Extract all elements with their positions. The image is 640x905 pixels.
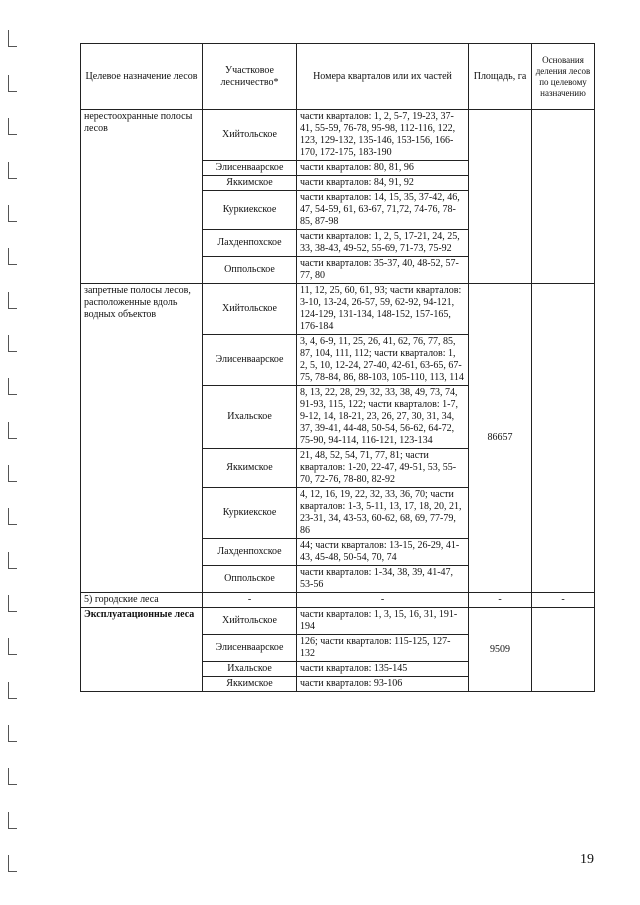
- quarters-cell: части кварталов: 1-34, 38, 39, 41-47, 53-56: [297, 566, 469, 593]
- forestry-cell: Яккимское: [203, 176, 297, 191]
- quarters-cell: 44; части кварталов: 13-15, 26-29, 41-43, 45-48, 50-54, 70, 74: [297, 539, 469, 566]
- binder-mark: [8, 812, 17, 829]
- binder-mark: [8, 465, 17, 482]
- quarters-cell: -: [297, 593, 469, 608]
- area-cell: 86657: [469, 284, 532, 593]
- quarters-cell: части кварталов: 14, 15, 35, 37-42, 46, 47, 54-59, 61, 63-67, 71,72, 74-76, 78-85, 87-98: [297, 191, 469, 230]
- binder-mark: [8, 205, 17, 222]
- quarters-cell: части кварталов: 35-37, 40, 48-52, 57-77, 80: [297, 257, 469, 284]
- quarters-cell: 4, 12, 16, 19, 22, 32, 33, 36, 70; части кварталов: 1-3, 5-11, 13, 17, 18, 20, 21, 23-31, 34, 43-53, 60-62, 68, 69, 77-79, 86: [297, 488, 469, 539]
- forestry-cell: Элисенваарское: [203, 635, 297, 662]
- quarters-cell: 21, 48, 52, 54, 71, 77, 81; части кварталов: 1-20, 22-47, 49-51, 53, 55-70, 72-76, 78-80, 82-92: [297, 449, 469, 488]
- binder-mark: [8, 855, 17, 872]
- forestry-cell: Яккимское: [203, 449, 297, 488]
- forestry-cell: Лахденпохское: [203, 230, 297, 257]
- binder-mark: [8, 162, 17, 179]
- area-cell: -: [469, 593, 532, 608]
- forestry-cell: Яккимское: [203, 677, 297, 692]
- forestry-cell: Хийтольское: [203, 110, 297, 161]
- basis-cell: [532, 608, 595, 692]
- forest-purpose-table: [80, 43, 595, 692]
- binder-mark: [8, 118, 17, 135]
- quarters-cell: части кварталов: 1, 2, 5, 17-21, 24, 25, 33, 38-43, 49-52, 55-69, 71-73, 75-92: [297, 230, 469, 257]
- forestry-cell: Лахденпохское: [203, 539, 297, 566]
- purpose-cell: Эксплуатационные леса: [81, 608, 203, 692]
- purpose-cell: нерестоохранные полосы лесов: [81, 110, 203, 284]
- forestry-cell: Хийтольское: [203, 284, 297, 335]
- forestry-cell: Элисенваарское: [203, 161, 297, 176]
- forestry-cell: Ихальское: [203, 386, 297, 449]
- binder-mark: [8, 595, 17, 612]
- quarters-cell: части кварталов: 1, 2, 5-7, 19-23, 37-41, 55-59, 76-78, 95-98, 112-116, 122, 123, 129-132, 135-146, 153-156, 166-170, 172-175, 183-190: [297, 110, 469, 161]
- binder-mark: [8, 292, 17, 309]
- quarters-cell: части кварталов: 135-145: [297, 662, 469, 677]
- quarters-cell: части кварталов: 93-106: [297, 677, 469, 692]
- binder-mark: [8, 248, 17, 265]
- binder-mark: [8, 768, 17, 785]
- page-number: 19: [580, 852, 594, 867]
- binder-mark: [8, 552, 17, 569]
- forestry-cell: Оппольское: [203, 566, 297, 593]
- forestry-cell: Элисенваарское: [203, 335, 297, 386]
- binder-mark: [8, 30, 17, 47]
- area-cell: 9509: [469, 608, 532, 692]
- binder-mark: [8, 378, 17, 395]
- purpose-cell: запретные полосы лесов, расположенные вдоль водных объектов: [81, 284, 203, 593]
- forestry-cell: -: [203, 593, 297, 608]
- area-cell: [469, 110, 532, 284]
- header-forestry: Участковое лесничество*: [203, 44, 297, 110]
- quarters-cell: 3, 4, 6-9, 11, 25, 26, 41, 62, 76, 77, 85, 87, 104, 111, 112; части кварталов: 1, 2, 5, 10, 12-24, 27-40, 42-61, 63-65, 67-75, 78-84, 86, 88-103, 105-110, 113, 114: [297, 335, 469, 386]
- basis-cell: [532, 284, 595, 593]
- forestry-cell: Куркиекское: [203, 191, 297, 230]
- header-area: Площадь, га: [469, 44, 532, 110]
- quarters-cell: части кварталов: 80, 81, 96: [297, 161, 469, 176]
- forestry-cell: Куркиекское: [203, 488, 297, 539]
- binder-mark: [8, 75, 17, 92]
- purpose-cell: 5) городские леса: [81, 593, 203, 608]
- binder-mark: [8, 682, 17, 699]
- quarters-cell: 126; части кварталов: 115-125, 127-132: [297, 635, 469, 662]
- basis-cell: -: [532, 593, 595, 608]
- header-basis: Основания деления лесов по целевому назначению: [532, 44, 595, 110]
- quarters-cell: 8, 13, 22, 28, 29, 32, 33, 38, 49, 73, 74, 91-93, 115, 122; части кварталов: 1-7, 9-12, 14, 18-21, 23, 26, 27, 30, 31, 34, 37, 39-41, 44-48, 50-54, 56-62, 64-72, 75-90, 94-114, 116-121, 123-134: [297, 386, 469, 449]
- quarters-cell: части кварталов: 84, 91, 92: [297, 176, 469, 191]
- quarters-cell: 11, 12, 25, 60, 61, 93; части кварталов: 3-10, 13-24, 26-57, 59, 62-92, 94-121, 124-129, 131-134, 148-152, 157-165, 176-184: [297, 284, 469, 335]
- basis-cell: [532, 110, 595, 284]
- binder-mark: [8, 638, 17, 655]
- forestry-cell: Хийтольское: [203, 608, 297, 635]
- binder-mark: [8, 422, 17, 439]
- forestry-cell: Ихальское: [203, 662, 297, 677]
- binder-mark: [8, 335, 17, 352]
- forestry-cell: Оппольское: [203, 257, 297, 284]
- binder-mark: [8, 725, 17, 742]
- header-purpose: Целевое назначение лесов: [81, 44, 203, 110]
- quarters-cell: части кварталов: 1, 3, 15, 16, 31, 191-194: [297, 608, 469, 635]
- binder-mark: [8, 508, 17, 525]
- header-quarters: Номера кварталов или их частей: [297, 44, 469, 110]
